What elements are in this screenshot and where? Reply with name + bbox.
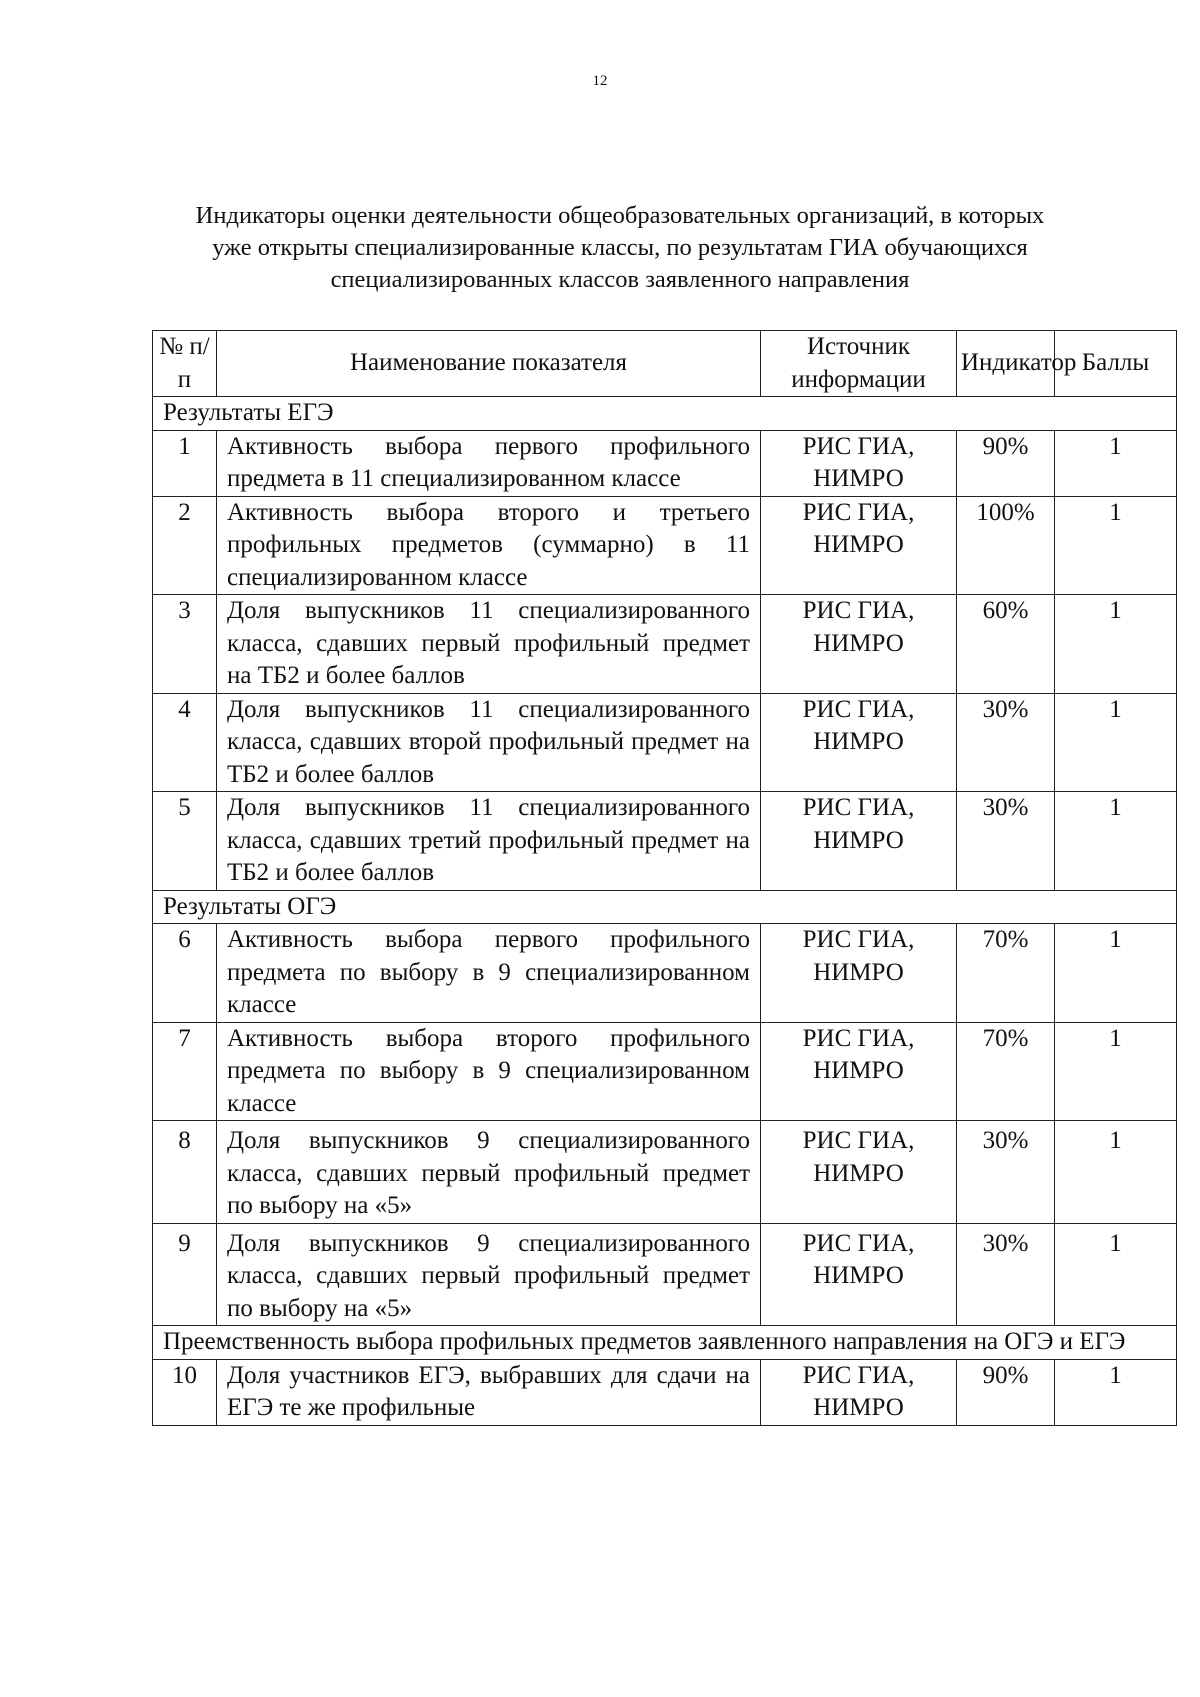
points-value: 1 xyxy=(1055,792,1177,891)
row-number: 3 xyxy=(153,595,217,694)
table-row xyxy=(153,1121,1177,1224)
table-row xyxy=(153,1223,1177,1326)
title-line: уже открыты специализированные классы, по результатам ГИА обучающихся xyxy=(212,234,1028,261)
row-number: 9 xyxy=(153,1223,217,1326)
indicator-value: 60% xyxy=(957,595,1055,694)
table-row xyxy=(153,496,1177,595)
table-row xyxy=(153,595,1177,694)
page-number: 12 xyxy=(592,73,608,89)
info-source: РИС ГИА, НИМРО xyxy=(761,1223,957,1326)
indicator-name: Доля выпускников 11 специализированного класса, сдавших второй профильный предмет на ТБ2 и более баллов xyxy=(217,693,761,792)
indicator-value: 30% xyxy=(957,693,1055,792)
info-source: РИС ГИА, НИМРО xyxy=(761,693,957,792)
points-value: 1 xyxy=(1055,430,1177,496)
points-value: 1 xyxy=(1055,1022,1177,1121)
table-row xyxy=(153,792,1177,891)
row-number: 5 xyxy=(153,792,217,891)
info-source: РИС ГИА, НИМРО xyxy=(761,1121,957,1224)
indicator-value: 30% xyxy=(957,1223,1055,1326)
section-row xyxy=(153,1326,1177,1360)
indicator-value: 30% xyxy=(957,792,1055,891)
header-points: Баллы xyxy=(1055,331,1177,397)
row-number: 7 xyxy=(153,1022,217,1121)
info-source: РИС ГИА, НИМРО xyxy=(761,924,957,1023)
table-row xyxy=(153,1359,1177,1425)
info-source: РИС ГИА, НИМРО xyxy=(761,1022,957,1121)
info-source: РИС ГИА, НИМРО xyxy=(761,430,957,496)
header-name: Наименование показателя xyxy=(217,331,761,397)
info-source: РИС ГИА, НИМРО xyxy=(761,595,957,694)
section-title: Результаты ЕГЭ xyxy=(153,397,1177,431)
indicator-value: 30% xyxy=(957,1121,1055,1224)
table-row xyxy=(153,430,1177,496)
row-number: 4 xyxy=(153,693,217,792)
header-source: Источник информации xyxy=(761,331,957,397)
indicators-table xyxy=(152,330,1177,1426)
indicator-name: Активность выбора первого профильного предмета в 11 специализированном классе xyxy=(217,430,761,496)
row-number: 1 xyxy=(153,430,217,496)
row-number: 8 xyxy=(153,1121,217,1224)
info-source: РИС ГИА, НИМРО xyxy=(761,1359,957,1425)
indicator-value: 70% xyxy=(957,1022,1055,1121)
document-title xyxy=(140,200,1100,296)
indicator-value: 70% xyxy=(957,924,1055,1023)
indicator-value: 90% xyxy=(957,430,1055,496)
points-value: 1 xyxy=(1055,924,1177,1023)
section-row xyxy=(153,397,1177,431)
points-value: 1 xyxy=(1055,693,1177,792)
table-row xyxy=(153,924,1177,1023)
row-number: 2 xyxy=(153,496,217,595)
indicator-value: 90% xyxy=(957,1359,1055,1425)
indicator-name: Доля выпускников 11 специализированного класса, сдавших первый профильный предмет на ТБ2 и более баллов xyxy=(217,595,761,694)
points-value: 1 xyxy=(1055,496,1177,595)
row-number: 6 xyxy=(153,924,217,1023)
row-number: 10 xyxy=(153,1359,217,1425)
table-row xyxy=(153,1022,1177,1121)
points-value: 1 xyxy=(1055,1223,1177,1326)
title-line: Индикаторы оценки деятельности общеобразовательных организаций, в которых xyxy=(195,202,1045,229)
section-row xyxy=(153,890,1177,924)
indicator-name: Активность выбора второго профильного предмета по выбору в 9 специализированном классе xyxy=(217,1022,761,1121)
table-row xyxy=(153,693,1177,792)
indicator-value: 100% xyxy=(957,496,1055,595)
info-source: РИС ГИА, НИМРО xyxy=(761,792,957,891)
indicator-name: Доля выпускников 11 специализированного класса, сдавших третий профильный предмет на ТБ2 и более баллов xyxy=(217,792,761,891)
header-indicator: Индикатор xyxy=(957,331,1055,397)
indicator-name: Доля участников ЕГЭ, выбравших для сдачи на ЕГЭ те же профильные xyxy=(217,1359,761,1425)
section-title: Результаты ОГЭ xyxy=(153,890,1177,924)
indicator-name: Доля выпускников 9 специализированного класса, сдавших первый профильный предмет по выбору на «5» xyxy=(217,1121,761,1224)
header-num: № п/п xyxy=(153,331,217,397)
points-value: 1 xyxy=(1055,595,1177,694)
info-source: РИС ГИА, НИМРО xyxy=(761,496,957,595)
points-value: 1 xyxy=(1055,1121,1177,1224)
table-header-row xyxy=(153,331,1177,397)
indicator-name: Доля выпускников 9 специализированного класса, сдавших первый профильный предмет по выбору на «5» xyxy=(217,1223,761,1326)
indicator-name: Активность выбора второго и третьего профильных предметов (суммарно) в 11 специализированном классе xyxy=(217,496,761,595)
points-value: 1 xyxy=(1055,1359,1177,1425)
section-title: Преемственность выбора профильных предметов заявленного направления на ОГЭ и ЕГЭ xyxy=(153,1326,1177,1360)
indicator-name: Активность выбора первого профильного предмета по выбору в 9 специализированном классе xyxy=(217,924,761,1023)
title-line: специализированных классов заявленного направления xyxy=(330,266,910,293)
